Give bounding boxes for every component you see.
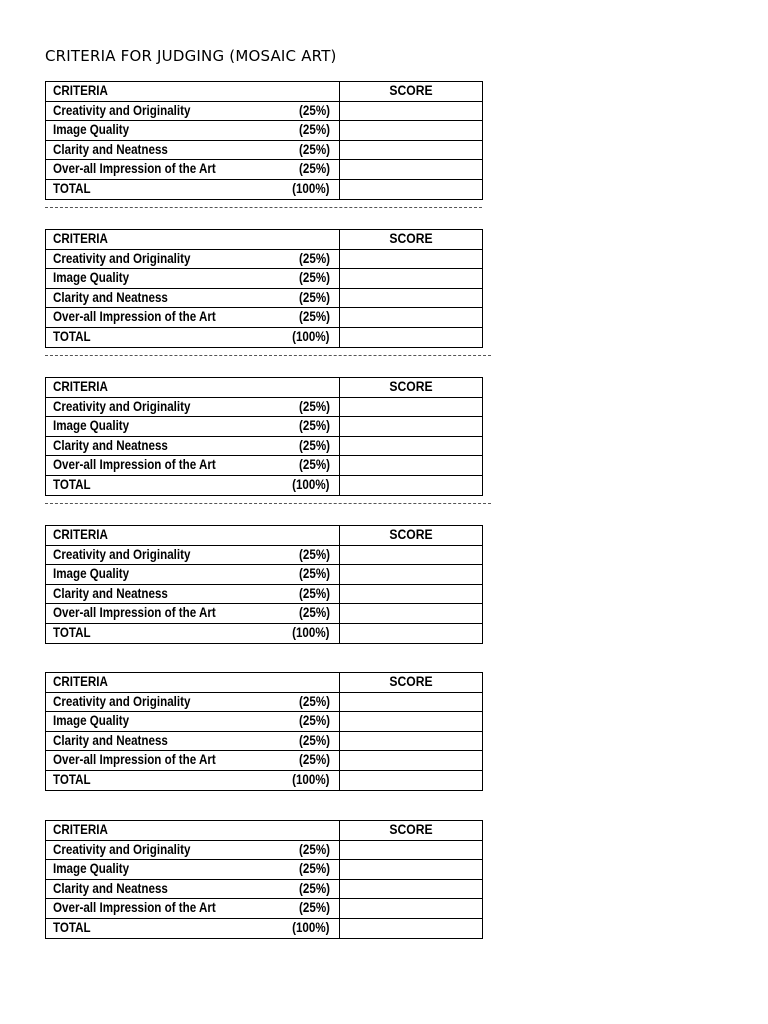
score-cell[interactable]: [340, 475, 483, 495]
cut-line-divider: [45, 355, 491, 356]
criterion-weight: (25%): [299, 161, 330, 177]
table-row: [46, 623, 483, 643]
criterion-label: Over-all Impression of the Art: [53, 161, 216, 177]
criterion-cell: [46, 623, 340, 643]
table-row: [46, 160, 483, 180]
table-row: [46, 565, 483, 585]
criterion-cell: [46, 692, 340, 712]
criterion-label: Creativity and Originality: [53, 102, 191, 118]
score-header: [340, 673, 483, 693]
score-cell[interactable]: [340, 397, 483, 417]
score-cell[interactable]: [340, 712, 483, 732]
table-row: [46, 308, 483, 328]
criterion-label: Creativity and Originality: [53, 693, 191, 709]
criterion-weight: (25%): [299, 861, 330, 877]
criterion-weight: (25%): [299, 880, 330, 896]
score-cell[interactable]: [340, 731, 483, 751]
criterion-cell: [46, 179, 340, 199]
score-cell[interactable]: [340, 249, 483, 269]
criterion-label: Clarity and Neatness: [53, 585, 168, 601]
score-header-label: SCORE: [389, 83, 433, 99]
criterion-weight: (25%): [299, 752, 330, 768]
cut-line-divider: [45, 503, 491, 504]
criterion-cell: [46, 918, 340, 938]
criterion-cell: [46, 840, 340, 860]
score-header-label: SCORE: [389, 674, 433, 690]
score-cell[interactable]: [340, 565, 483, 585]
criterion-weight: (25%): [299, 102, 330, 118]
criterion-label: Creativity and Originality: [53, 250, 191, 266]
score-cell[interactable]: [340, 692, 483, 712]
criterion-label: TOTAL: [53, 476, 91, 492]
score-cell[interactable]: [340, 604, 483, 624]
criterion-cell: [46, 731, 340, 751]
criterion-cell: [46, 879, 340, 899]
criterion-weight: (25%): [299, 585, 330, 601]
table-row: [46, 712, 483, 732]
score-table: [45, 81, 483, 200]
criterion-weight: (100%): [292, 180, 330, 196]
criterion-cell: [46, 584, 340, 604]
table-row: [46, 417, 483, 437]
criterion-cell: [46, 565, 340, 585]
score-cell[interactable]: [340, 436, 483, 456]
criterion-cell: [46, 712, 340, 732]
criterion-cell: [46, 101, 340, 121]
criterion-weight: (25%): [299, 732, 330, 748]
table-row: [46, 436, 483, 456]
table-row: [46, 731, 483, 751]
score-cell[interactable]: [340, 179, 483, 199]
criterion-label: Image Quality: [53, 270, 130, 286]
criterion-cell: [46, 288, 340, 308]
table-row: [46, 327, 483, 347]
criterion-label: Image Quality: [53, 122, 130, 138]
score-cell[interactable]: [340, 545, 483, 565]
criterion-label: Creativity and Originality: [53, 841, 191, 857]
criterion-cell: [46, 545, 340, 565]
score-cell[interactable]: [340, 327, 483, 347]
table-row: [46, 288, 483, 308]
criterion-label: TOTAL: [53, 771, 91, 787]
criterion-weight: (25%): [299, 693, 330, 709]
table-row: [46, 584, 483, 604]
score-cell[interactable]: [340, 288, 483, 308]
score-cell[interactable]: [340, 121, 483, 141]
criterion-weight: (25%): [299, 309, 330, 325]
criterion-weight: (100%): [292, 476, 330, 492]
table-row: [46, 770, 483, 790]
score-header-label: SCORE: [389, 527, 433, 543]
criterion-label: TOTAL: [53, 919, 91, 935]
criterion-label: TOTAL: [53, 624, 91, 640]
score-cell[interactable]: [340, 308, 483, 328]
criterion-label: TOTAL: [53, 180, 91, 196]
criterion-cell: [46, 160, 340, 180]
table-row: [46, 899, 483, 919]
score-header-label: SCORE: [389, 231, 433, 247]
score-header: [340, 230, 483, 250]
criterion-weight: (25%): [299, 457, 330, 473]
table-row: [46, 179, 483, 199]
criterion-weight: (25%): [299, 250, 330, 266]
criterion-label: Clarity and Neatness: [53, 732, 168, 748]
table-row: [46, 604, 483, 624]
criterion-label: Over-all Impression of the Art: [53, 752, 216, 768]
criterion-cell: [46, 417, 340, 437]
criterion-cell: [46, 140, 340, 160]
criterion-weight: (100%): [292, 919, 330, 935]
score-cell[interactable]: [340, 751, 483, 771]
score-table: [45, 377, 483, 496]
criterion-label: Image Quality: [53, 861, 130, 877]
criterion-weight: (100%): [292, 624, 330, 640]
criterion-weight: (25%): [299, 418, 330, 434]
score-cell[interactable]: [340, 899, 483, 919]
criterion-weight: (25%): [299, 289, 330, 305]
criterion-cell: [46, 249, 340, 269]
criterion-cell: [46, 121, 340, 141]
table-header-row: [46, 82, 483, 102]
criteria-header: [46, 82, 340, 102]
score-header: [340, 378, 483, 398]
criterion-label: Over-all Impression of the Art: [53, 309, 216, 325]
criterion-cell: [46, 770, 340, 790]
table-header-row: [46, 378, 483, 398]
score-cell[interactable]: [340, 918, 483, 938]
criterion-label: Over-all Impression of the Art: [53, 900, 216, 916]
score-header: [340, 821, 483, 841]
criterion-weight: (25%): [299, 546, 330, 562]
criterion-label: Creativity and Originality: [53, 398, 191, 414]
score-cell[interactable]: [340, 584, 483, 604]
criterion-label: Creativity and Originality: [53, 546, 191, 562]
criteria-header: [46, 378, 340, 398]
score-cell[interactable]: [340, 269, 483, 289]
table-row: [46, 692, 483, 712]
criterion-weight: (25%): [299, 437, 330, 453]
table-row: [46, 860, 483, 880]
score-cell[interactable]: [340, 770, 483, 790]
criteria-header: [46, 821, 340, 841]
table-row: [46, 269, 483, 289]
criterion-label: Clarity and Neatness: [53, 437, 168, 453]
score-cell[interactable]: [340, 879, 483, 899]
criterion-label: Over-all Impression of the Art: [53, 457, 216, 473]
criteria-header-label: CRITERIA: [53, 379, 108, 394]
table-row: [46, 918, 483, 938]
criteria-header-label: CRITERIA: [53, 527, 108, 542]
score-cell[interactable]: [340, 101, 483, 121]
table-row: [46, 545, 483, 565]
criterion-label: Image Quality: [53, 418, 130, 434]
criterion-cell: [46, 397, 340, 417]
criterion-label: Image Quality: [53, 713, 130, 729]
table-header-row: [46, 821, 483, 841]
criteria-header-label: CRITERIA: [53, 83, 108, 98]
criterion-weight: (25%): [299, 841, 330, 857]
criterion-cell: [46, 269, 340, 289]
score-table: [45, 820, 483, 939]
score-header-label: SCORE: [389, 822, 433, 838]
criterion-cell: [46, 899, 340, 919]
score-cell[interactable]: [340, 623, 483, 643]
score-cell[interactable]: [340, 860, 483, 880]
criteria-header: [46, 673, 340, 693]
score-cell[interactable]: [340, 840, 483, 860]
score-table: [45, 229, 483, 348]
score-cell[interactable]: [340, 417, 483, 437]
table-row: [46, 249, 483, 269]
criteria-header-label: CRITERIA: [53, 674, 108, 689]
criteria-header: [46, 526, 340, 546]
criterion-cell: [46, 436, 340, 456]
criterion-label: Clarity and Neatness: [53, 141, 168, 157]
criterion-cell: [46, 475, 340, 495]
criterion-weight: (25%): [299, 270, 330, 286]
score-cell[interactable]: [340, 140, 483, 160]
table-header-row: [46, 673, 483, 693]
criterion-weight: (25%): [299, 122, 330, 138]
criterion-label: Clarity and Neatness: [53, 289, 168, 305]
criteria-header: [46, 230, 340, 250]
criterion-weight: (25%): [299, 605, 330, 621]
table-header-row: [46, 526, 483, 546]
criterion-weight: (25%): [299, 566, 330, 582]
criterion-cell: [46, 308, 340, 328]
criteria-header-label: CRITERIA: [53, 822, 108, 837]
criterion-weight: (100%): [292, 328, 330, 344]
score-table: [45, 525, 483, 644]
criterion-cell: [46, 860, 340, 880]
score-header: [340, 82, 483, 102]
table-row: [46, 456, 483, 476]
table-row: [46, 840, 483, 860]
criterion-cell: [46, 604, 340, 624]
score-cell[interactable]: [340, 160, 483, 180]
table-row: [46, 751, 483, 771]
cut-line-divider: [45, 207, 482, 208]
table-row: [46, 397, 483, 417]
criterion-weight: (25%): [299, 398, 330, 414]
score-header: [340, 526, 483, 546]
table-row: [46, 101, 483, 121]
table-row: [46, 140, 483, 160]
criterion-label: Image Quality: [53, 566, 130, 582]
criterion-label: Clarity and Neatness: [53, 880, 168, 896]
criterion-weight: (100%): [292, 771, 330, 787]
criterion-cell: [46, 456, 340, 476]
criteria-header-label: CRITERIA: [53, 231, 108, 246]
table-row: [46, 475, 483, 495]
score-cell[interactable]: [340, 456, 483, 476]
table-row: [46, 121, 483, 141]
criterion-cell: [46, 327, 340, 347]
table-row: [46, 879, 483, 899]
criterion-label: Over-all Impression of the Art: [53, 605, 216, 621]
criterion-cell: [46, 751, 340, 771]
criterion-weight: (25%): [299, 900, 330, 916]
criterion-label: TOTAL: [53, 328, 91, 344]
score-header-label: SCORE: [389, 379, 433, 395]
criterion-weight: (25%): [299, 713, 330, 729]
score-table: [45, 672, 483, 791]
criterion-weight: (25%): [299, 141, 330, 157]
page-title: CRITERIA FOR JUDGING (MOSAIC ART): [45, 47, 337, 65]
table-header-row: [46, 230, 483, 250]
